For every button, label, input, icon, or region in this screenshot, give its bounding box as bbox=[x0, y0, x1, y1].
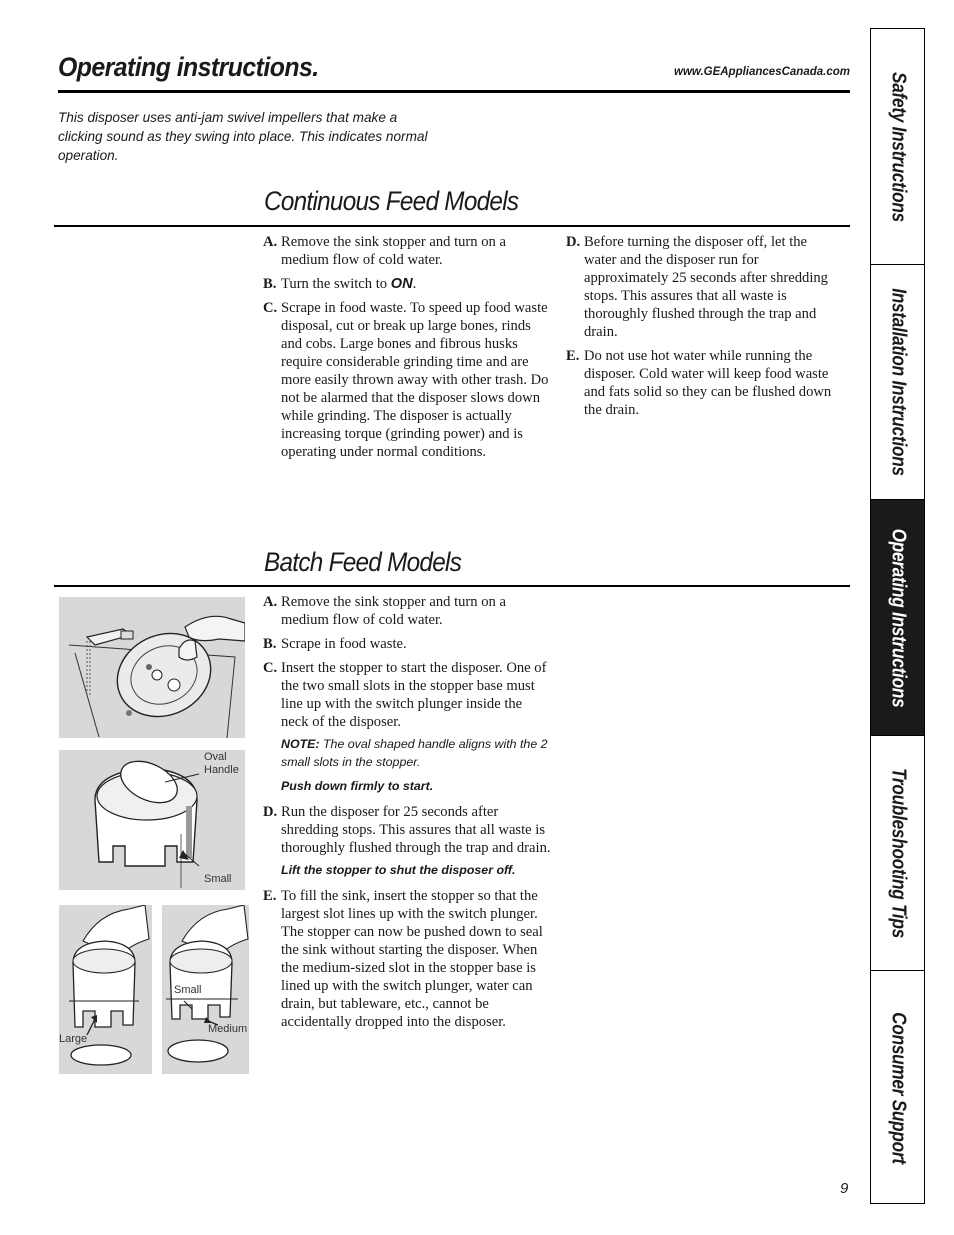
tab-troubleshooting-tips[interactable] bbox=[871, 736, 924, 971]
small-slot-label-2: Small bbox=[174, 984, 202, 996]
step-letter: A . bbox=[263, 593, 277, 611]
step-text: Remove the sink stopper and turn on a medium flow of cold water. bbox=[281, 594, 506, 628]
tab-label: Consumer Support bbox=[887, 1012, 909, 1164]
step-letter: E . bbox=[263, 887, 276, 905]
step-text: Run the disposer for 25 seconds after shredding stops. This assures that all waste is thoroughly flushed through the trap and drain. bbox=[281, 804, 551, 856]
batch-feed-divider bbox=[54, 585, 850, 587]
push-callout: Push down firmly to start. bbox=[281, 779, 434, 793]
tab-label: Operating Instructions bbox=[887, 528, 909, 707]
step-letter: C . bbox=[263, 659, 277, 677]
tab-consumer-support[interactable] bbox=[871, 971, 924, 1205]
continuous-step-a bbox=[263, 233, 553, 269]
large-slot-label: Large bbox=[59, 1033, 88, 1045]
tab-safety-instructions[interactable] bbox=[871, 29, 924, 265]
note-text: The oval shaped handle aligns with the 2 small slots in the stopper. bbox=[281, 737, 548, 769]
large-slot-drawing bbox=[59, 905, 152, 1074]
step-text: Turn the switch to bbox=[281, 276, 391, 292]
intro-paragraph: This disposer uses anti-jam swivel impellers that make a clicking sound as they swing into place. This indicates normal operation. bbox=[58, 110, 428, 163]
page-title: Operating instructions. bbox=[58, 52, 319, 82]
step-letter: E . bbox=[566, 347, 579, 365]
website-url[interactable]: www.GEAppliancesCanada.com bbox=[674, 66, 850, 78]
continuous-step-b bbox=[263, 275, 553, 293]
batch-step-a bbox=[263, 593, 553, 629]
batch-step-c bbox=[263, 659, 553, 731]
section-tabs bbox=[870, 28, 925, 1204]
step-text: Scrape in food waste. bbox=[281, 636, 407, 652]
continuous-steps-col2 bbox=[566, 233, 832, 425]
large-slot-illustration bbox=[59, 905, 152, 1074]
batch-step-e bbox=[263, 887, 553, 1031]
step-letter: A . bbox=[263, 233, 277, 251]
sink-scraping-illustration bbox=[59, 597, 245, 738]
step-text: Before turning the disposer off, let the water and the disposer run for approximately 25 seconds after shredding stops. This assures that all waste is thoroughly flushed through the trap and drain. bbox=[584, 234, 828, 340]
step-text: Do not use hot water while running the disposer. Cold water will keep food waste and fats solid so they can be flushed down the drain. bbox=[584, 348, 832, 418]
step-letter: C . bbox=[263, 299, 277, 317]
medium-slot-illustration bbox=[162, 905, 249, 1074]
tab-label: Troubleshooting Tips bbox=[887, 767, 909, 939]
continuous-feed-divider bbox=[54, 225, 850, 227]
continuous-step-d bbox=[566, 233, 832, 341]
tab-label: Safety Instructions bbox=[887, 71, 909, 222]
lift-callout: Lift the stopper to shut the disposer off. bbox=[281, 863, 516, 877]
continuous-feed-heading: Continuous Feed Models bbox=[264, 186, 519, 216]
small-slot-label: Small bbox=[204, 873, 232, 885]
continuous-step-c bbox=[263, 299, 553, 461]
medium-slot-label: Medium bbox=[208, 1023, 248, 1035]
tab-operating-instructions[interactable] bbox=[871, 500, 924, 736]
step-letter: B . bbox=[263, 635, 276, 653]
note-label: NOTE: bbox=[281, 737, 320, 751]
tab-installation-instructions[interactable] bbox=[871, 265, 924, 500]
step-letter: D . bbox=[263, 803, 277, 821]
batch-steps bbox=[263, 593, 553, 1037]
step-letter: D . bbox=[566, 233, 580, 251]
stopper-note bbox=[281, 735, 553, 771]
page-number: 9 bbox=[840, 1180, 849, 1197]
tab-label: Installation Instructions bbox=[887, 288, 909, 476]
step-text: Insert the stopper to start the disposer. One of the two small slots in the stopper base must line up with the switch plunger inside the neck of the disposer. bbox=[281, 660, 547, 730]
stopper-illustration bbox=[59, 750, 245, 890]
step-text-end: . bbox=[412, 276, 417, 292]
oval-handle-label: Oval Handle bbox=[204, 751, 239, 776]
on-emphasis: ON bbox=[390, 276, 413, 292]
sink-scraping-drawing bbox=[59, 597, 245, 738]
step-text: Scrape in food waste. To speed up food waste disposal, cut or break up large bones, rinds and cobs. Large bones and fibrous husks require considerable grinding time and are more easily thrown away with other trash. Do not be alarmed that the disposer slows down while grinding. The disposer is actually increasing torque (grinding power) and is operating under normal conditions. bbox=[281, 300, 549, 460]
continuous-step-e bbox=[566, 347, 832, 419]
batch-step-d bbox=[263, 803, 553, 857]
batch-feed-heading: Batch Feed Models bbox=[264, 547, 462, 577]
step-text: Remove the sink stopper and turn on a medium flow of cold water. bbox=[281, 234, 506, 268]
header-divider bbox=[58, 90, 850, 93]
batch-step-b bbox=[263, 635, 553, 653]
step-letter: B . bbox=[263, 275, 276, 293]
step-text: To fill the sink, insert the stopper so that the largest slot lines up with the switch plunger. The stopper can now be pushed down to seal the sink without starting the disposer. When the medium-sized slot in the stopper base is lined up with the switch plunger, water can drain, but tableware, etc., cannot be accidentally dropped into the disposer. bbox=[281, 888, 543, 1030]
continuous-steps-col1 bbox=[263, 233, 553, 467]
